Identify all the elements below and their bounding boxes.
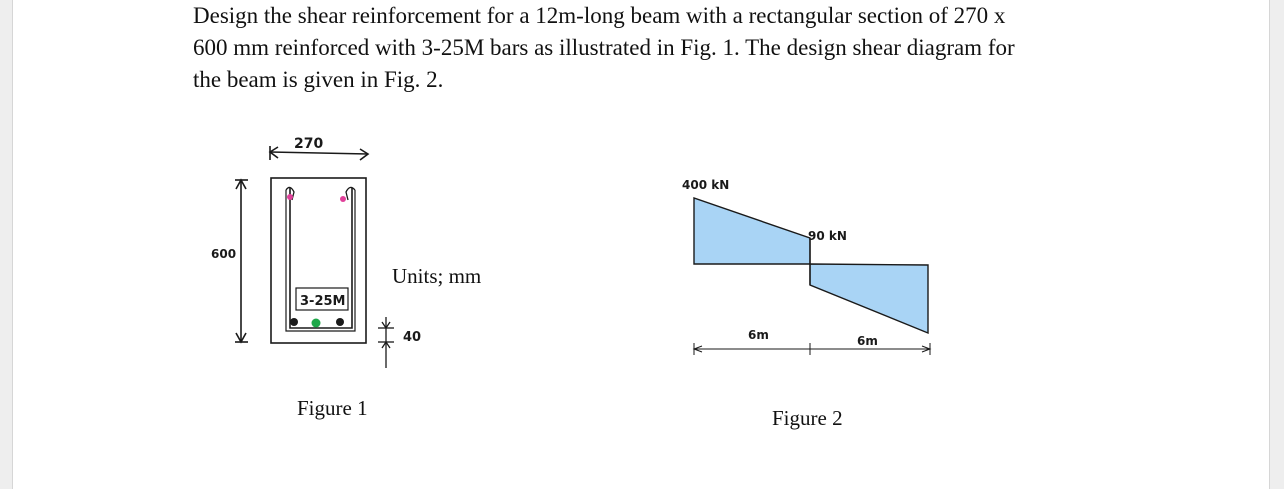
cover-dimension bbox=[378, 317, 394, 368]
width-label: 270 bbox=[294, 136, 324, 152]
problem-line-2: 600 mm reinforced with 3-25M bars as illustrated in Fig. 1. The design shear diagram for bbox=[193, 35, 1015, 60]
mid-shear-label: 90 kN bbox=[808, 229, 847, 243]
hook-marker-right bbox=[340, 196, 346, 202]
problem-line-1: Design the shear reinforcement for a 12m-long beam with a rectangular section of 270 x bbox=[193, 3, 1006, 28]
hook-marker-left bbox=[287, 194, 293, 200]
problem-line-3: the beam is given in Fig. 2. bbox=[193, 67, 444, 92]
bars-label: 3-25M bbox=[300, 294, 346, 309]
span-left-label: 6m bbox=[748, 328, 769, 342]
rebar-right bbox=[336, 318, 344, 326]
rebar-left bbox=[290, 318, 298, 326]
width-dimension-line bbox=[270, 152, 368, 154]
cover-label: 40 bbox=[403, 330, 422, 345]
shear-area-positive bbox=[694, 198, 810, 264]
figure1-cross-section bbox=[235, 146, 368, 343]
figure2-caption: Figure 2 bbox=[772, 406, 843, 430]
height-label: 600 bbox=[211, 247, 237, 261]
figure2-shear-diagram bbox=[694, 198, 930, 355]
units-note: Units; mm bbox=[392, 264, 482, 288]
span-right-label: 6m bbox=[857, 334, 878, 348]
stirrup-hook-right bbox=[346, 187, 355, 200]
shear-area-negative bbox=[810, 264, 928, 333]
left-shear-label: 400 kN bbox=[682, 178, 730, 192]
figure1-caption: Figure 1 bbox=[297, 396, 368, 420]
rebar-middle bbox=[312, 319, 321, 328]
